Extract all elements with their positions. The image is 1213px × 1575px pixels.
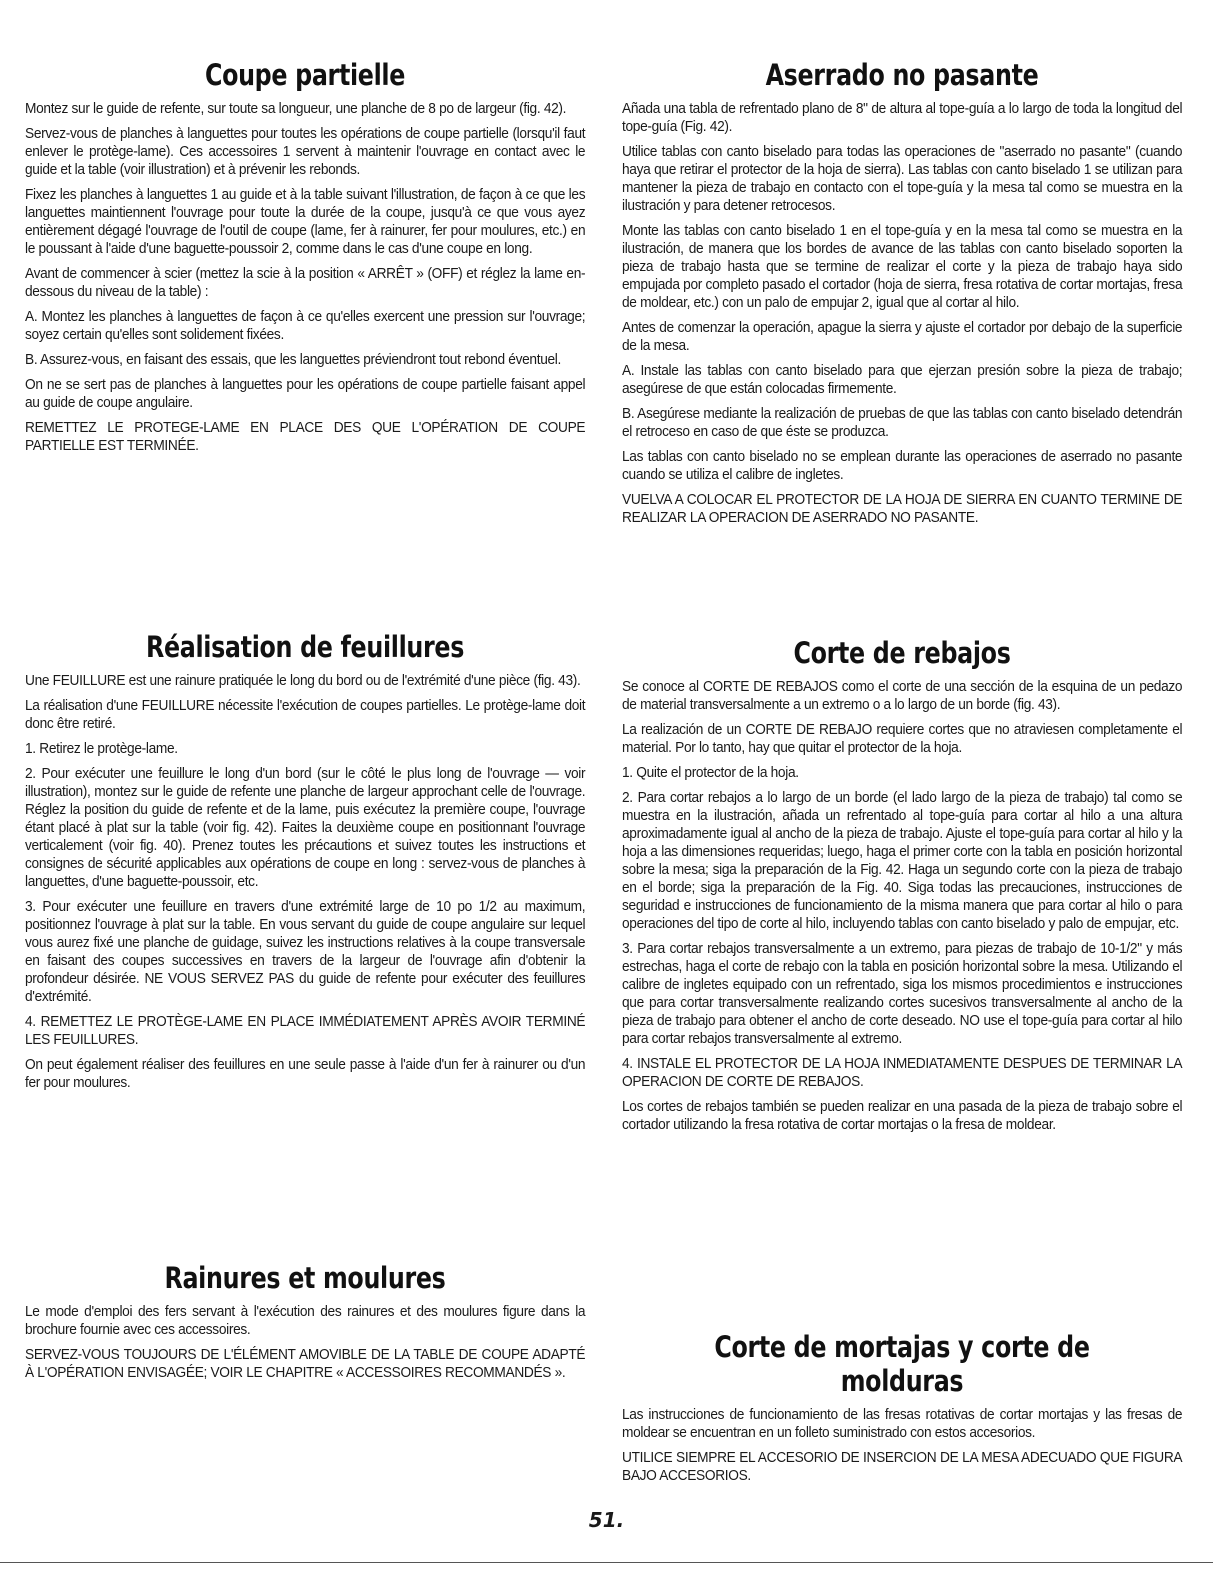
paragraph: Le mode d'emploi des fers servant à l'exécution des rainures et des moulures figure dans la brochure fournie avec ces accessoires. [25, 1304, 586, 1338]
paragraph: 1. Quite el protector de la hoja. [622, 765, 799, 781]
paragraph: SERVEZ-VOUS TOUJOURS DE L'ÉLÉMENT AMOVIBLE DE LA TABLE DE COUPE ADAPTÉ À L'OPÉRATION ENVISAGÉE; VOIR LE CHAPITRE « ACCESSOIRES RECOMMANDÉS ». [25, 1347, 586, 1381]
paragraph: 3. Para cortar rebajos transversalmente a un extremo, para piezas de trabajo de 10-1/2" y más estrechas, haga el corte de rebajo con la tabla en posición horizontal sobre la mesa. Utilizando el calibre de ingletes equipado con un refrentado, siga los mismos procedimientos e instrucciones que para cortar transversalmente realizando cortes sucesivos transversalmente al ancho de la pieza de trabajo para obtener el ancho de corte deseado. NO use el tope-guía para cortar al hilo para cortar rebajos transversalmente al extremo. [622, 941, 1183, 1047]
paragraph: Fixez les planches à languettes 1 au guide et à la table suivant l'illustration, de façon à ce que les languettes maintiennent l'ouvrage pour toute la durée de la coupe, jusqu'à ce que vous ayez entièrement dégagé l'ouvrage de l'outil de coupe (lame, fer à rainurer, fer pour moulures, etc.) en le poussant à l'aide d'une baguette-poussoir 2, comme dans le cas d'une coupe en long. [25, 187, 586, 257]
paragraph: 4. INSTALE EL PROTECTOR DE LA HOJA INMEDIATAMENTE DESPUES DE TERMINAR LA OPERACION DE CORTE DE REBAJOS. [622, 1056, 1183, 1090]
paragraph: 2. Para cortar rebajos a lo largo de un borde (el lado largo de la pieza de trabajo) tal como se muestra en la ilustración, añada un refrentado al tope-guía para cortar al hilo a una altura aproximadamente igual al ancho de la pieza de trabajo. Ajuste el tope-guía para cortar al hilo y la hoja a las dimensiones requeridas; luego, haga el primer corte con la tabla en posición horizontal sobre la mesa; siga la preparación de la Fig. 42. Haga un segundo corte con la pieza de trabajo en el borde; siga la preparación de la Fig. 40. Siga todas las precauciones, instrucciones de seguridad e instrucciones de funcionamiento de la misma manera que para cortar al hilo o para operaciones del tipo de corte al hilo, incluyendo tablas con canto biselado y palo de empujar, etc. [622, 790, 1183, 932]
paragraph: Servez-vous de planches à languettes pour toutes les opérations de coupe partielle (lorsqu'il faut enlever le protège-lame). Ces accessoires 1 servent à maintenir l'ouvrage en contact avec le guide et la table (voir illustration) et à prévenir les rebonds. [25, 126, 586, 178]
paragraph: Une FEUILLURE est une rainure pratiquée le long du bord ou de l'extrémité d'une pièce (fig. 43). [25, 673, 581, 689]
paragraph: 1. Retirez le protège-lame. [25, 741, 178, 757]
paragraph: A. Montez les planches à languettes de façon à ce qu'elles exercent une pression sur l'ouvrage; soyez certain qu'elles sont solidement fixées. [25, 309, 586, 343]
paragraph: Avant de commencer à scier (mettez la scie à la position « ARRÊT » (OFF) et réglez la lame en-dessous du niveau de la table) : [25, 266, 586, 300]
paragraph: Añada una tabla de refrentado plano de 8" de altura al tope-guía a lo largo de toda la longitud del tope-guía (Fig. 42). [622, 101, 1183, 135]
bottom-divider [0, 1562, 1213, 1563]
section-corte-de-mortajas [622, 1330, 1182, 1492]
paragraph: A. Instale las tablas con canto biselado para que ejerzan presión sobre la pieza de trabajo; asegúrese de que están colocadas firmemente. [622, 363, 1183, 397]
page-number: 51. [588, 1508, 625, 1532]
section-heading: Corte de rebajos [793, 636, 1011, 670]
paragraph: UTILICE SIEMPRE EL ACCESORIO DE INSERCION DE LA MESA ADECUADO QUE FIGURA BAJO ACCESORIOS. [622, 1450, 1183, 1484]
paragraph: Monte las tablas con canto biselado 1 en el tope-guía y en la mesa tal como se muestra en la ilustración, de manera que los bordes de avance de las tablas con canto biselado soporten la pieza de trabajo hasta que se termine de realizar el corte y la pieza de trabajo haya sido empujada por completo pasado el cortador (hoja de sierra, fresa rotativa de cortar mortajas, fresa de moldear, etc.) con un palo de empujar 2, igual que al cortar al hilo. [622, 223, 1183, 311]
section-heading: Rainures et moulures [164, 1261, 446, 1295]
paragraph: Las tablas con canto biselado no se emplean durante las operaciones de aserrado no pasante cuando se utiliza el calibre de ingletes. [622, 449, 1183, 483]
section-aserrado-no-pasante [622, 58, 1182, 534]
paragraph: 4. REMETTEZ LE PROTÈGE-LAME EN PLACE IMMÉDIATEMENT APRÈS AVOIR TERMINÉ LES FEUILLURES. [25, 1014, 586, 1048]
paragraph: 3. Pour exécuter une feuillure en travers d'une extrémité large de 10 po 1/2 au maximum, positionnez l'ouvrage à plat sur la table. En vous servant du guide de coupe angulaire sur lequel vous aurez fixé une planche de guidage, suivez les instructions relatives à la coupe transversale en faisant des coupes successives en travers de la largeur de l'ouvrage afin d'obtenir la profondeur désirée. NE VOUS SERVEZ PAS du guide de refente pour exécuter des feuillures d'extrémité. [25, 899, 586, 1005]
paragraph: On peut également réaliser des feuillures en une seule passe à l'aide d'un fer à rainurer ou d'un fer pour moulures. [25, 1057, 586, 1091]
section-heading: Corte de mortajas y corte de molduras [714, 1330, 1090, 1398]
paragraph: B. Asegúrese mediante la realización de pruebas de que las tablas con canto biselado detendrán el retroceso en caso de que éste se produzca. [622, 406, 1183, 440]
paragraph: La réalisation d'une FEUILLURE nécessite l'exécution de coupes partielles. Le protège-lame doit donc être retiré. [25, 698, 586, 732]
section-heading: Coupe partielle [204, 58, 406, 92]
paragraph: REMETTEZ LE PROTEGE-LAME EN PLACE DES QUE L'OPÉRATION DE COUPE PARTIELLE EST TERMINÉE. [25, 420, 586, 454]
paragraph: Montez sur le guide de refente, sur toute sa longueur, une planche de 8 po de largeur (fig. 42). [25, 101, 567, 117]
paragraph: Se conoce al CORTE DE REBAJOS como el corte de una sección de la esquina de un pedazo de material transversalmente a un extremo o a lo largo de un borde (fig. 43). [622, 679, 1183, 713]
paragraph: Antes de comenzar la operación, apague la sierra y ajuste el cortador por debajo de la superficie de la mesa. [622, 320, 1183, 354]
section-rainures-et-moulures [25, 1261, 585, 1389]
paragraph: La realización de un CORTE DE REBAJO requiere cortes que no atraviesen completamente el material. Por lo tanto, hay que quitar el protector de la hoja. [622, 722, 1183, 756]
section-heading: Aserrado no pasante [765, 58, 1039, 92]
paragraph: VUELVA A COLOCAR EL PROTECTOR DE LA HOJA DE SIERRA EN CUANTO TERMINE DE REALIZAR LA OPERACION DE ASERRADO NO PASANTE. [622, 492, 1183, 526]
section-heading: Réalisation de feuillures [145, 630, 465, 664]
paragraph: On ne se sert pas de planches à languettes pour les opérations de coupe partielle faisant appel au guide de coupe angulaire. [25, 377, 586, 411]
section-coupe-partielle [25, 58, 585, 462]
paragraph: Los cortes de rebajos también se pueden realizar en una pasada de la pieza de trabajo sobre el cortador utilizando la fresa rotativa de cortar mortajas o la fresa de moldear. [622, 1099, 1183, 1133]
paragraph: Las instrucciones de funcionamiento de las fresas rotativas de cortar mortajas y las fresas de moldear se encuentran en un folleto suministrado con estos accesorios. [622, 1407, 1183, 1441]
section-realisation-de-feuillures [25, 630, 585, 1099]
paragraph: Utilice tablas con canto biselado para todas las operaciones de "aserrado no pasante" (cuando haya que retirar el protector de la hoja de sierra). Las tablas con canto biselado 1 se utilizan para mantener la pieza de trabajo en contacto con el tope-guía y la mesa tal como se muestra en la ilustración y para detener retrocesos. [622, 144, 1183, 214]
paragraph: B. Assurez-vous, en faisant des essais, que les languettes préviendront tout rebond éventuel. [25, 352, 562, 368]
paragraph: 2. Pour exécuter une feuillure le long d'un bord (sur le côté le plus long de l'ouvrage — voir illustration), montez sur le guide de refente une planche de largeur approchant celle de l'ouvrage. Réglez la position du guide de refente et de la lame, puis exécutez la première coupe, l'ouvrage étant placé à plat sur la table (voir fig. 42). Faites la deuxième coupe en positionnant l'ouvrage verticalement (voir fig. 40). Prenez toutes les précautions et suivez toutes les instructions et consignes de sécurité applicables aux opérations de coupe en long : servez-vous de planches à languettes, d'une baguette-poussoir, etc. [25, 766, 586, 890]
section-corte-de-rebajos [622, 636, 1182, 1141]
